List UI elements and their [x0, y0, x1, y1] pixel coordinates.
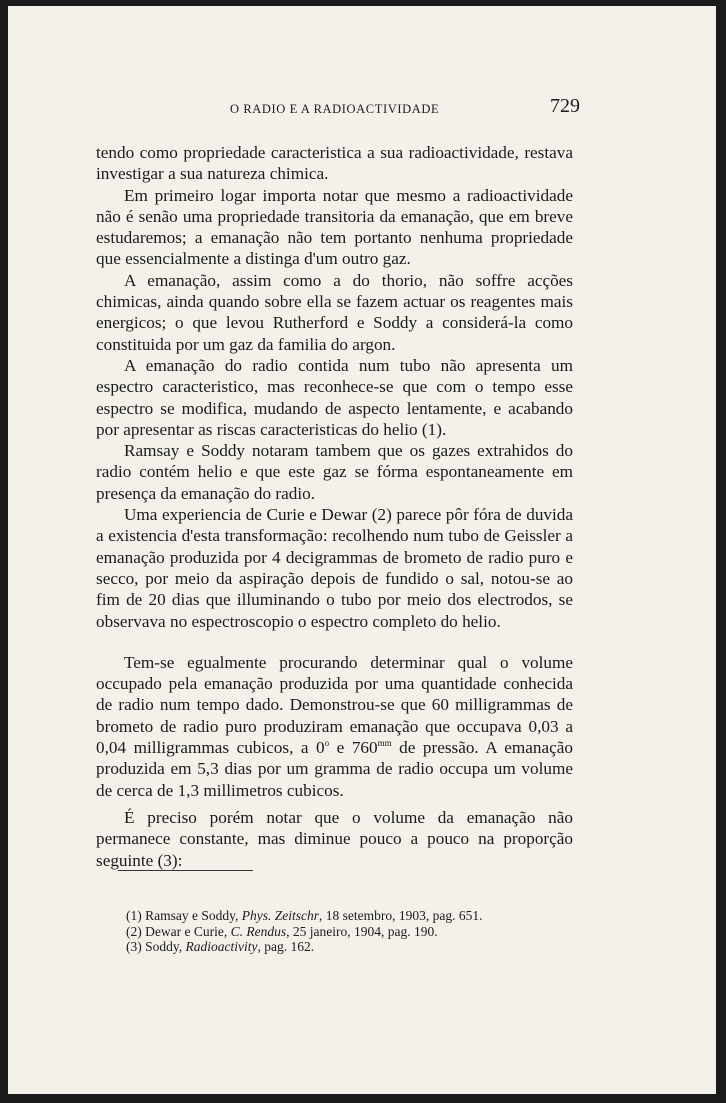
footnote-source: Phys. Zeitschr — [241, 908, 319, 923]
paragraph-text-tail: de pressão. A emanação produzida em 5,3 dias por um gramma de radio occupa um volume de cerca de 1,3 millimetros cubicos. — [96, 738, 573, 800]
footnote-authors: Ramsay e Soddy, — [145, 908, 242, 923]
paragraph: É preciso porém notar que o volume da emanação não permanece constante, mas diminue pouco a pouco na proporção seguinte (3): — [96, 807, 573, 870]
paragraph-text: Tem-se egualmente procurando determinar qual o volume occupado pela emanação produzida por uma quantidade conhecida de radio num tempo dado. Demonstrou-se que 60 milligrammas de brometo de radio puro produziram emanação que occupava 0,03 a 0,04 milligrammas cubicos, a 0 — [96, 652, 573, 758]
mm-superscript: mm — [377, 738, 392, 749]
pressure-value: 760 — [351, 738, 378, 758]
footnote — [126, 924, 586, 940]
page-header — [230, 95, 580, 122]
footnote-number: (2) — [126, 923, 142, 939]
paragraph: A emanação do radio contida num tubo não apresenta um espectro caracteristico, mas reconhece-se que com o tempo esse espectro se modifica, mudando de aspecto lentamente, e acabando por apresentar as riscas caracteristicas do helio (1). — [96, 355, 573, 439]
body-text — [96, 142, 573, 871]
footnotes — [126, 908, 586, 955]
footnote-source: C. Rendus, — [230, 923, 290, 939]
footnote-details: , pag. 162. — [257, 939, 315, 954]
paragraph: tendo como propriedade caracteristica a sua radioactividade, restava investigar a sua natureza chimica. — [96, 143, 573, 184]
book-page — [8, 6, 716, 1094]
page-number: 729 — [550, 95, 580, 117]
paragraph: Uma experiencia de Curie e Dewar (2) parece pôr fóra de duvida a existencia d'esta transformação: recolhendo num tubo de Geissler a emanação produzida por 4 decigrammas de brometo de radio puro e secco, por meio da aspiração depois de fundido o sal, notou-se ao fim de 20 dias que illuminando o tubo por meio dos electrodos, se observava no espectroscopio o espectro completo do helio. — [96, 505, 573, 631]
footnote — [126, 908, 586, 924]
running-title: O RADIO E A RADIOACTIVIDADE — [230, 102, 440, 116]
paragraph: A emanação, assim como a do thorio, não soffre acções chimicas, ainda quando sobre ella se fazem actuar os reagentes mais energicos; o que levou Rutherford e Soddy a considerá-la como constituida por um gaz da familia do argon. — [96, 270, 573, 354]
footnote-number: (3) — [126, 939, 142, 954]
footnote-details: , 18 setembro, 1903, pag. 651. — [319, 908, 483, 923]
paragraph: Ramsay e Soddy notaram tambem que os gazes extrahidos do radio contém helio e que este gaz se fórma espontaneamente em presença da emanação do radio. — [96, 441, 573, 503]
footnote-authors: Soddy, — [145, 939, 186, 954]
footnote-rule — [118, 870, 253, 871]
paragraph: Em primeiro logar importa notar que mesmo a radioactividade não é senão uma propriedade transitoria da emanação, que em breve estudaremos; a emanação não tem portanto nenhuma propriedade que essencialmente a distinga d'um outro gaz. — [96, 185, 573, 269]
footnote-details: 25 janeiro, 1904, pag. 190. — [289, 923, 438, 939]
footnote — [126, 939, 586, 955]
degree-superscript: o — [324, 738, 330, 749]
conjunction: e — [329, 738, 352, 758]
footnote-authors: Dewar e Curie, — [145, 923, 231, 939]
footnote-source: Radioactivity — [185, 939, 258, 954]
footnote-number: (1) — [126, 908, 142, 923]
paragraph-volume — [96, 652, 573, 801]
